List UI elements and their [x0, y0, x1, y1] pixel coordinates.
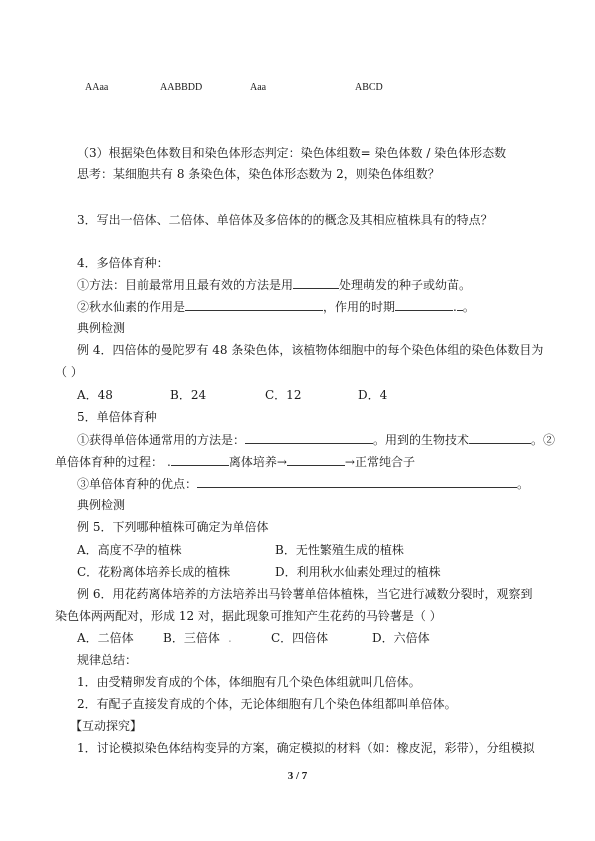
example-5-option-c: C．花粉离体培养长成的植株	[77, 565, 231, 579]
example-6-option-c: C．四倍体	[271, 631, 329, 645]
haploid-process-dot: .	[167, 455, 171, 469]
think-question: 思考：某细胞共有 8 条染色体，染色体形态数为 2，则染色体组数？	[77, 167, 440, 181]
summary-rule-2: 2．有配子直接发育成的个体，无论体细胞有几个染色体组都叫单倍体。	[77, 697, 457, 711]
colchicine-dot: .	[453, 300, 457, 314]
polyploid-method-line	[77, 276, 471, 293]
example-4-bracket: （ ）	[55, 365, 83, 379]
haploid-process-b: 离体培养→	[228, 455, 287, 469]
example-6-option-b: B．三倍体	[163, 631, 220, 645]
haploid-advantage-b: 。	[517, 477, 530, 491]
genotype-1: AAaa	[85, 82, 109, 93]
haploid-process-blank-1[interactable]	[171, 453, 229, 466]
example-4-stem: 例 4．四倍体的曼陀罗有 48 条染色体，该植物体细胞中的每个染色体组的染色体数目为	[77, 343, 544, 357]
example-5-option-d: D．利用秋水仙素处理过的植株	[275, 565, 441, 579]
summary-rule-1: 1．由受精卵发育成的个体，体细胞有几个染色体组就叫几倍体。	[77, 675, 421, 689]
summary-title: 规律总结：	[77, 653, 138, 667]
haploid-method-b: 。用到的生物技术	[373, 433, 470, 447]
example-heading-1: 典例检测	[77, 321, 126, 335]
interactive-question-1: 1．讨论模拟染色体结构变异的方案，确定模拟的材料（如：橡皮泥，彩带），分组模拟	[77, 741, 535, 755]
colchicine-line	[77, 298, 475, 315]
polyploid-breeding-title: 4．多倍体育种：	[77, 256, 169, 270]
haploid-process-line	[55, 453, 415, 470]
colchicine-effect-blank[interactable]	[185, 298, 323, 311]
example-4-option-a: A．48	[77, 388, 113, 402]
genotype-3: Aaa	[250, 82, 267, 93]
method-text-b: 处理萌发的种子或幼苗。	[339, 278, 472, 292]
haploid-technique-blank[interactable]	[469, 431, 531, 444]
example-4-option-b: B．24	[170, 388, 207, 402]
colchicine-text-a: ②秋水仙素的作用是	[77, 300, 186, 314]
haploid-method-c: 。②	[531, 433, 556, 447]
haploid-advantage-a: ③单倍体育种的优点：	[77, 477, 198, 491]
colchicine-text-b: ，作用的时期	[323, 300, 396, 314]
haploid-process-blank-2[interactable]	[287, 453, 345, 466]
genotype-4: ABCD	[355, 82, 383, 93]
method-text-a: ①方法：目前最常用且最有效的方法是用	[77, 278, 294, 292]
example-6-option-a: A．二倍体	[77, 631, 134, 645]
example-heading-2: 典例检测	[77, 498, 126, 512]
haploid-method-line	[77, 431, 555, 448]
genotype-2: AABBDD	[160, 82, 203, 93]
example-5-stem: 例 5．下列哪种植株可确定为单倍体	[77, 520, 269, 534]
haploid-process-c: →正常纯合子	[344, 455, 415, 469]
haploid-advantage-blank[interactable]	[197, 475, 517, 488]
colchicine-end: 。	[462, 300, 475, 314]
example-6-stray-dot: .	[228, 631, 232, 645]
haploid-breeding-title: 5．单倍体育种	[77, 410, 157, 424]
example-6-option-d: D．六倍体	[372, 631, 430, 645]
colchicine-timing-blank[interactable]	[395, 298, 453, 311]
example-4-option-d: D．4	[358, 388, 388, 402]
haploid-method-blank[interactable]	[245, 431, 373, 444]
example-5-option-a: A．高度不孕的植株	[77, 543, 182, 557]
haploid-method-a: ①获得单倍体通常用的方法是：	[77, 433, 246, 447]
haploid-advantage-line	[77, 475, 529, 492]
question-3: 3．写出一倍体、二倍体、单倍体及多倍体的的概念及其相应植株具有的特点？	[77, 213, 493, 227]
example-4-option-c: C．12	[265, 388, 302, 402]
page-number: 3 / 7	[287, 770, 308, 782]
example-6-stem-cont: 染色体两两配对，形成 12 对，据此现象可推知产生花药的马铃薯是（ ）	[55, 609, 442, 623]
haploid-process-a: 单倍体育种的过程：	[55, 455, 164, 469]
interactive-inquiry-title: 【互动探究】	[70, 719, 143, 733]
method-blank[interactable]	[293, 276, 339, 289]
example-6-stem: 例 6．用花药离体培养的方法培养出马铃薯单倍体植株，当它进行减数分裂时，观察到	[77, 587, 533, 601]
chromosome-set-rule: （3）根据染色体数目和染色体形态判定：染色体组数= 染色体数 / 染色体形态数	[77, 146, 507, 160]
example-5-option-b: B．无性繁殖生成的植株	[275, 543, 404, 557]
